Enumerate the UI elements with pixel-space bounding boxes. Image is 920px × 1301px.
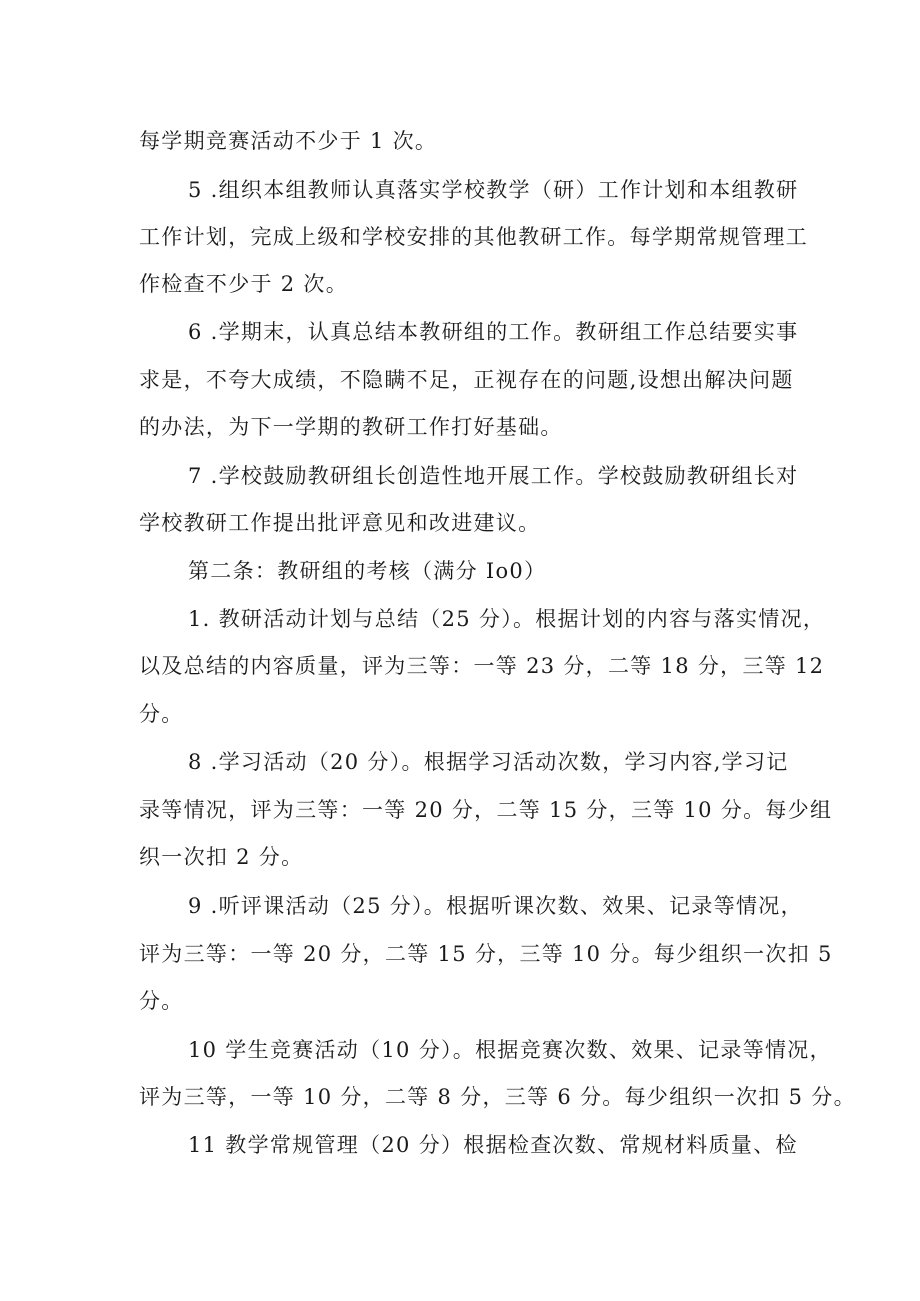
text-line: 录等情况，评为三等：一等 20 分，二等 15 分，三等 10 分。每少组 [139, 798, 833, 822]
text-line: 学校教研工作提出批评意见和改进建议。 [139, 511, 541, 535]
text-line: 以及总结的内容质量，评为三等：一等 23 分，二等 18 分，三等 12 [139, 654, 825, 678]
text-line: 10 学生竞赛活动（10 分）。根据竞赛次数、效果、记录等情况， [188, 1038, 832, 1062]
text-line: 评为三等，一等 10 分，二等 8 分，三等 6 分。每少组织一次扣 5 分。 [139, 1085, 856, 1109]
text-line: 1. 教研活动计划与总结（25 分）。根据计划的内容与落实情况， [188, 607, 826, 631]
text-line: 求是，不夸大成绩，不隐瞒不足，正视存在的问题,设想出解决问题 [139, 368, 794, 392]
text-line: 分。 [139, 989, 184, 1013]
text-line: 8 .学习活动（20 分）。根据学习活动次数，学习内容,学习记 [188, 750, 789, 774]
text-line: 的办法，为下一学期的教研工作打好基础。 [139, 415, 563, 439]
text-line: 工作计划，完成上级和学校安排的其他教研工作。每学期常规管理工 [139, 225, 808, 249]
text-line: 6 .学期末，认真总结本教研组的工作。教研组工作总结要实事 [188, 320, 799, 344]
text-line: 7 .学校鼓励教研组长创造性地开展工作。学校鼓励教研组长对 [188, 464, 799, 488]
section-heading: 第二条：教研组的考核（满分 Io0） [188, 559, 547, 583]
text-line: 织一次扣 2 分。 [139, 845, 304, 869]
text-line: 每学期竞赛活动不少于 1 次。 [139, 129, 438, 153]
text-line: 作检查不少于 2 次。 [139, 272, 349, 296]
text-line: 9 .听评课活动（25 分）。根据听课次数、效果、记录等情况， [188, 894, 803, 918]
text-line: 11 教学常规管理（20 分）根据检查次数、常规材料质量、检 [188, 1133, 798, 1157]
text-line: 分。 [139, 702, 184, 726]
text-line: 评为三等：一等 20 分，二等 15 分，三等 10 分。每少组织一次扣 5 [139, 942, 833, 966]
text-line: 5 .组织本组教师认真落实学校教学（研）工作计划和本组教研 [188, 178, 799, 202]
